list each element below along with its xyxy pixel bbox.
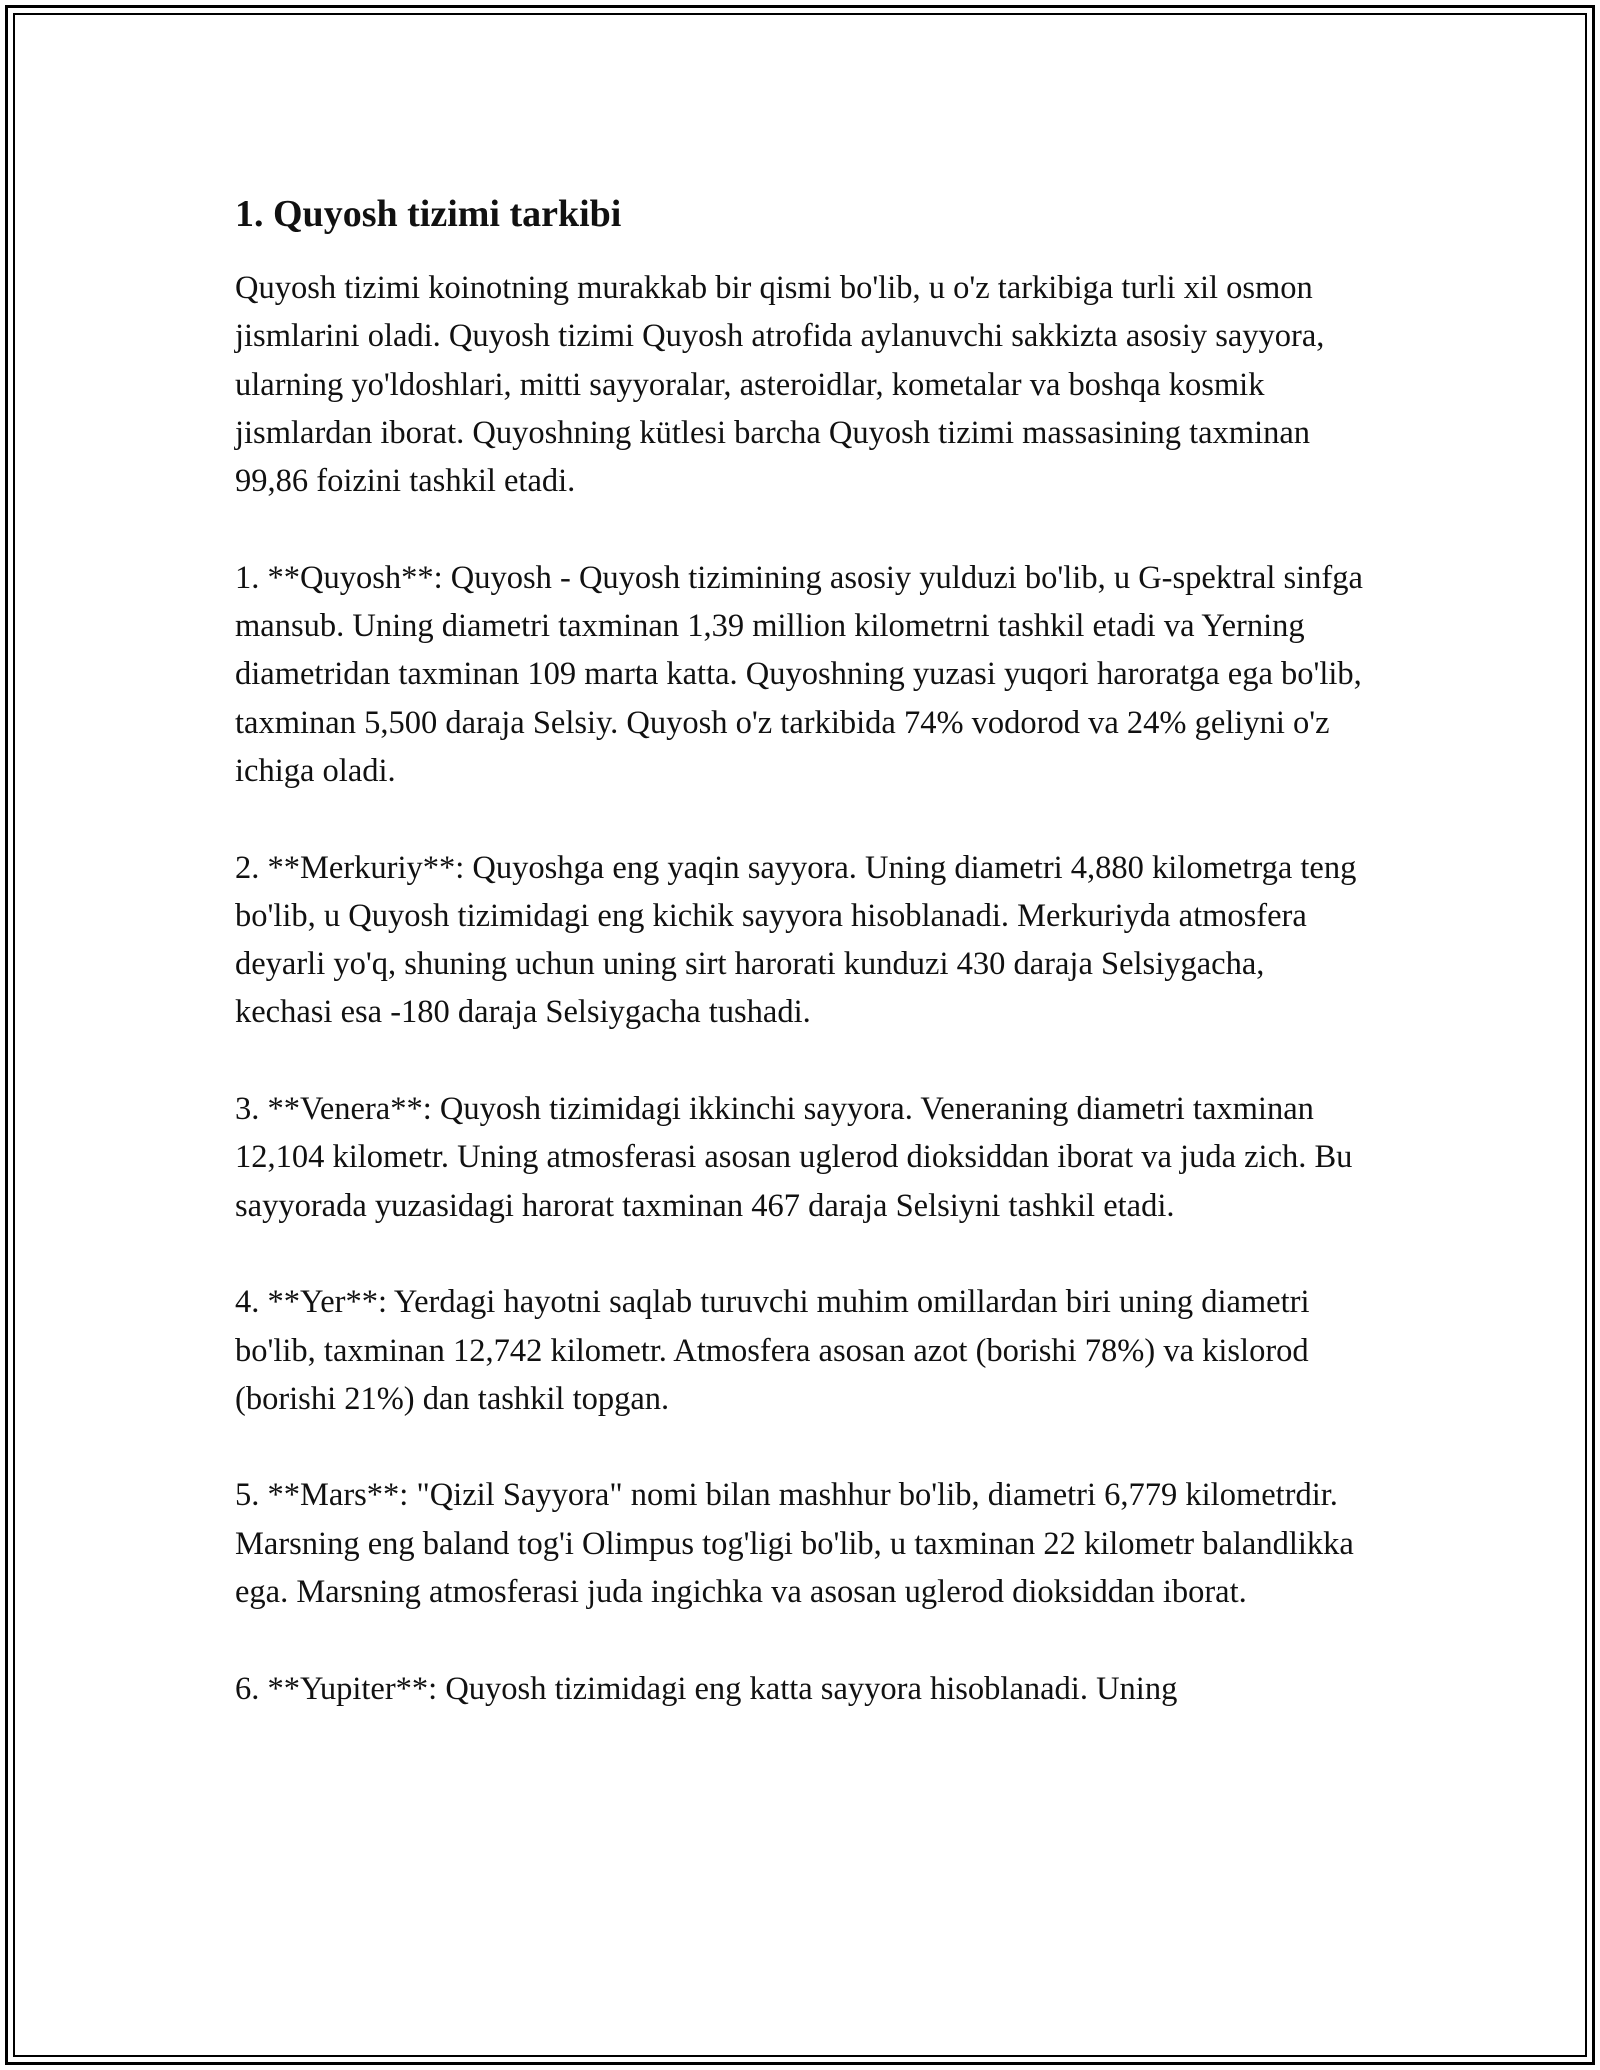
paragraph-yer: 4. **Yer**: Yerdagi hayotni saqlab turuvchi muhim omillardan biri uning diametri bo'lib, taxminan 12,742 kilometr. Atmosfera asosan azot (borishi 78%) va kislorod (borishi 21%) dan tashkil topgan. [235, 1284, 1310, 1417]
paragraph-venera: 3. **Venera**: Quyosh tizimidagi ikkinchi sayyora. Veneraning diametri taxminan 12,104 kilometr. Uning atmosferasi asosan uglerod dioksiddan iborat va juda zich. Bu sayyorada yuzasidagi harorat taxminan 467 daraja Selsiyni tashkil etadi. [235, 1091, 1353, 1224]
section-heading: 1. Quyosh tizimi tarkibi [235, 193, 622, 235]
intro-paragraph: Quyosh tizimi koinotning murakkab bir qismi bo'lib, u o'z tarkibiga turli xil osmon jismlarini oladi. Quyosh tizimi Quyosh atrofida aylanuvchi sakkizta asosiy sayyora, ularning yo'ldoshlari, mitti sayyoralar, asteroidlar, kometalar va boshqa kosmik jismlardan iborat. Quyoshning kütlesi barcha Quyosh tizimi massasining taxminan 99,86 foizini tashkil etadi. [235, 270, 1325, 500]
document-body [235, 190, 1365, 1761]
paragraph-merkuriy: 2. **Merkuriy**: Quyoshga eng yaqin sayyora. Uning diametri 4,880 kilometrga teng bo'lib, u Quyosh tizimidagi eng kichik sayyora hisoblanadi. Merkuriyda atmosfera deyarli yo'q, shuning uchun uning sirt harorati kunduzi 430 daraja Selsiygacha, kechasi esa -180 daraja Selsiygacha tushadi. [235, 849, 1357, 1031]
paragraph-quyosh: 1. **Quyosh**: Quyosh - Quyosh tizimining asosiy yulduzi bo'lib, u G-spektral sinfga mansub. Uning diametri taxminan 1,39 million kilometrni tashkil etadi va Yerning diametridan taxminan 109 marta katta. Quyoshning yuzasi yuqori haroratga ega bo'lib, taxminan 5,500 daraja Selsiy. Quyosh o'z tarkibida 74% vodorod va 24% geliyni o'z ichiga oladi. [235, 559, 1363, 789]
paragraph-yupiter: 6. **Yupiter**: Quyosh tizimidagi eng katta sayyora hisoblanadi. Uning [235, 1670, 1178, 1707]
paragraph-mars: 5. **Mars**: "Qizil Sayyora" nomi bilan mashhur bo'lib, diametri 6,779 kilometrdir. Marsning eng baland tog'i Olimpus tog'ligi bo'lib, u taxminan 22 kilometr balandlikka ega. Marsning atmosferasi juda ingichka va asosan uglerod dioksiddan iborat. [235, 1477, 1354, 1611]
